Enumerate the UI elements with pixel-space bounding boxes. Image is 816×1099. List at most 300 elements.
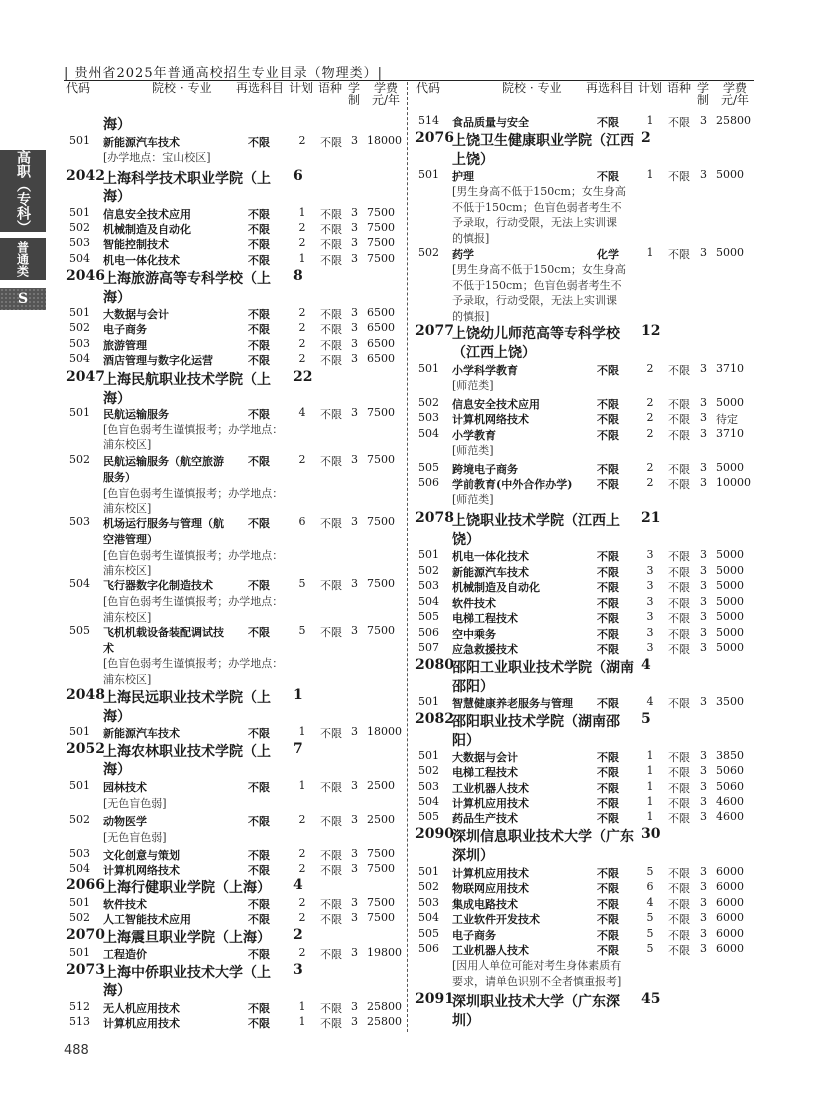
reselect-subject: 不限 xyxy=(248,323,270,336)
school-name: 邵阳职业技术学院（湖南邵 xyxy=(452,714,620,730)
major-code: 502 xyxy=(418,396,439,409)
major-name: 旅游管理 xyxy=(103,339,147,352)
plan-count: 3 xyxy=(646,564,654,577)
language: 不限 xyxy=(668,812,690,825)
reselect-subject: 不限 xyxy=(248,626,270,639)
major-name: 机械制造及自动化 xyxy=(452,581,540,594)
school-name: 深圳信息职业技术大学（广东 xyxy=(452,829,634,845)
language: 不限 xyxy=(668,581,690,594)
major-code: 504 xyxy=(418,427,439,440)
col-language: 语种 xyxy=(667,81,692,95)
reselect-subject: 不限 xyxy=(248,517,270,530)
major-name: 药品生产技术 xyxy=(452,812,518,825)
tuition-fee: 7500 xyxy=(367,577,395,590)
major-name: 人工智能技术应用 xyxy=(103,913,191,926)
language: 不限 xyxy=(668,882,690,895)
major-name: 飞机机载设备装配调试技 xyxy=(103,626,224,639)
tuition-fee: 2500 xyxy=(367,779,395,792)
major-name-cont: 术 xyxy=(103,642,114,655)
major-note: [办学地点：宝山校区] xyxy=(103,151,211,164)
major-name: 智慧健康养老服务与管理 xyxy=(452,697,573,710)
major-note: [男生身高不低于150cm；女生身高 xyxy=(452,263,626,276)
major-code: 501 xyxy=(418,749,439,762)
reselect-subject: 不限 xyxy=(248,308,270,321)
tuition-fee: 7500 xyxy=(367,236,395,249)
tuition-fee: 7500 xyxy=(367,847,395,860)
plan-count: 1 xyxy=(298,1000,306,1013)
language: 不限 xyxy=(668,751,690,764)
school-plan-total: 4 xyxy=(293,877,303,893)
tuition-fee: 7500 xyxy=(367,406,395,419)
language: 不限 xyxy=(320,579,342,592)
major-code: 501 xyxy=(69,406,90,419)
major-code: 502 xyxy=(69,813,90,826)
major-name: 酒店管理与数字化运营 xyxy=(103,354,213,367)
tuition-fee: 6500 xyxy=(367,306,395,319)
reselect-subject: 不限 xyxy=(597,782,619,795)
tuition-fee: 6500 xyxy=(367,352,395,365)
reselect-subject: 不限 xyxy=(597,944,619,957)
language: 不限 xyxy=(320,339,342,352)
tuition-fee: 5000 xyxy=(716,548,744,561)
language: 不限 xyxy=(320,626,342,639)
major-code: 503 xyxy=(69,847,90,860)
reselect-subject: 不限 xyxy=(597,463,619,476)
major-name: 电梯工程技术 xyxy=(452,612,518,625)
major-code: 503 xyxy=(418,896,439,909)
plan-count: 1 xyxy=(298,1015,306,1028)
col-code: 代码 xyxy=(66,81,91,95)
major-name: 食品质量与安全 xyxy=(452,116,529,129)
language: 不限 xyxy=(320,864,342,877)
plan-count: 1 xyxy=(298,252,306,265)
major-note: 要求，请单色识别不全者慎重报考] xyxy=(452,975,622,988)
plan-count: 5 xyxy=(646,911,654,924)
reselect-subject: 不限 xyxy=(597,597,619,610)
major-name: 计算机应用技术 xyxy=(452,867,529,880)
plan-count: 1 xyxy=(646,780,654,793)
school-code: 2073 xyxy=(66,962,105,978)
major-name: 民航运输服务（航空旅游 xyxy=(103,455,224,468)
language: 不限 xyxy=(668,898,690,911)
reselect-subject: 不限 xyxy=(248,727,270,740)
major-code: 501 xyxy=(418,548,439,561)
language: 不限 xyxy=(668,170,690,183)
reselect-subject: 化学 xyxy=(597,248,619,261)
col-years: 学 制 xyxy=(348,81,361,107)
col-fee: 学费 元/年 xyxy=(371,81,401,107)
major-code: 506 xyxy=(418,626,439,639)
major-code: 502 xyxy=(69,321,90,334)
school-plan-total: 8 xyxy=(293,268,303,284)
language: 不限 xyxy=(320,254,342,267)
page-number: 488 xyxy=(64,1043,89,1058)
school-name-cont: 海） xyxy=(103,290,131,306)
plan-count: 6 xyxy=(646,880,654,893)
reselect-subject: 不限 xyxy=(597,797,619,810)
school-code: 2077 xyxy=(415,323,454,339)
major-code: 505 xyxy=(418,810,439,823)
major-code: 503 xyxy=(418,411,439,424)
school-name-cont: 海） xyxy=(103,189,131,205)
years: 3 xyxy=(700,780,707,793)
major-code: 501 xyxy=(69,206,90,219)
major-note: [色盲色弱考生谨慎报考；办学地点： xyxy=(103,487,284,500)
tuition-fee: 5000 xyxy=(716,595,744,608)
plan-count: 4 xyxy=(646,896,654,909)
plan-count: 2 xyxy=(298,221,306,234)
language: 不限 xyxy=(320,354,342,367)
major-code: 503 xyxy=(69,337,90,350)
reselect-subject: 不限 xyxy=(597,628,619,641)
years: 3 xyxy=(700,168,707,181)
major-code: 501 xyxy=(69,134,90,147)
years: 3 xyxy=(700,880,707,893)
reselect-subject: 不限 xyxy=(597,913,619,926)
school-name-cont: 海） xyxy=(103,762,131,778)
major-name: 机电一体化技术 xyxy=(103,254,180,267)
major-name: 电子商务 xyxy=(103,323,147,336)
tuition-fee: 3850 xyxy=(716,749,744,762)
major-name: 跨境电子商务 xyxy=(452,463,518,476)
years: 3 xyxy=(351,1000,358,1013)
major-code: 505 xyxy=(418,927,439,940)
school-name-cont: 海） xyxy=(103,117,131,133)
language: 不限 xyxy=(668,463,690,476)
tuition-fee: 3710 xyxy=(716,427,744,440)
major-code: 502 xyxy=(418,764,439,777)
major-code: 501 xyxy=(69,779,90,792)
reselect-subject: 不限 xyxy=(597,766,619,779)
reselect-subject: 不限 xyxy=(248,339,270,352)
plan-count: 1 xyxy=(646,114,654,127)
col-plan: 计划 xyxy=(638,81,663,95)
tuition-fee: 19800 xyxy=(367,946,402,959)
language: 不限 xyxy=(668,566,690,579)
language: 不限 xyxy=(320,781,342,794)
tuition-fee: 25800 xyxy=(367,1000,402,1013)
major-name: 信息安全技术应用 xyxy=(452,398,540,411)
language: 不限 xyxy=(320,308,342,321)
major-note: [师范类] xyxy=(452,379,494,392)
language: 不限 xyxy=(320,136,342,149)
reselect-subject: 不限 xyxy=(248,136,270,149)
language: 不限 xyxy=(320,1017,342,1030)
school-name: 上海中侨职业技术大学（上 xyxy=(103,965,271,981)
tuition-fee: 7500 xyxy=(367,252,395,265)
major-note: [因用人单位可能对考生身体素质有 xyxy=(452,959,622,972)
plan-count: 2 xyxy=(298,847,306,860)
years: 3 xyxy=(700,427,707,440)
language: 不限 xyxy=(320,223,342,236)
reselect-subject: 不限 xyxy=(597,116,619,129)
reselect-subject: 不限 xyxy=(597,812,619,825)
tuition-fee: 18000 xyxy=(367,134,402,147)
years: 3 xyxy=(700,114,707,127)
major-name: 集成电路技术 xyxy=(452,898,518,911)
tuition-fee: 2500 xyxy=(367,813,395,826)
major-code: 504 xyxy=(69,252,90,265)
tuition-fee: 6500 xyxy=(367,337,395,350)
years: 3 xyxy=(351,725,358,738)
major-code: 501 xyxy=(418,362,439,375)
col-code: 代码 xyxy=(416,81,441,95)
school-name: 上海旅游高等专科学校（上 xyxy=(103,271,271,287)
major-name: 信息安全技术应用 xyxy=(103,208,191,221)
major-code: 504 xyxy=(69,577,90,590)
school-name-cont: 海） xyxy=(103,391,131,407)
tuition-fee: 5060 xyxy=(716,780,744,793)
major-name: 小学教育 xyxy=(452,429,496,442)
major-code: 514 xyxy=(418,114,439,127)
plan-count: 1 xyxy=(298,725,306,738)
school-name-cont: 海） xyxy=(103,983,131,999)
col-reselect: 再选科目 xyxy=(236,81,285,95)
school-plan-total: 7 xyxy=(293,741,303,757)
reselect-subject: 不限 xyxy=(248,579,270,592)
major-name: 民航运输服务 xyxy=(103,408,169,421)
reselect-subject: 不限 xyxy=(248,223,270,236)
plan-count: 1 xyxy=(298,206,306,219)
major-code: 505 xyxy=(418,461,439,474)
school-plan-total: 22 xyxy=(293,369,313,385)
school-name-cont: 海） xyxy=(103,709,131,725)
col-school-major: 院校 · 专业 xyxy=(502,81,562,95)
major-code: 504 xyxy=(418,595,439,608)
years: 3 xyxy=(351,352,358,365)
years: 3 xyxy=(700,795,707,808)
language: 不限 xyxy=(320,727,342,740)
major-code: 502 xyxy=(418,564,439,577)
major-name: 工业软件开发技术 xyxy=(452,913,540,926)
plan-count: 2 xyxy=(646,411,654,424)
major-name: 计算机应用技术 xyxy=(103,1017,180,1030)
language: 不限 xyxy=(320,238,342,251)
years: 3 xyxy=(700,626,707,639)
major-name: 机械制造及自动化 xyxy=(103,223,191,236)
language: 不限 xyxy=(668,478,690,491)
major-name: 新能源汽车技术 xyxy=(103,136,180,149)
major-note: 浦东校区] xyxy=(103,611,152,624)
reselect-subject: 不限 xyxy=(597,882,619,895)
language: 不限 xyxy=(668,643,690,656)
reselect-subject: 不限 xyxy=(597,898,619,911)
major-code: 502 xyxy=(69,911,90,924)
school-code: 2090 xyxy=(415,826,454,842)
plan-count: 3 xyxy=(646,595,654,608)
major-note: [师范类] xyxy=(452,493,494,506)
language: 不限 xyxy=(668,867,690,880)
school-name-cont: 邵阳） xyxy=(452,679,494,695)
tuition-fee: 5000 xyxy=(716,579,744,592)
major-name-cont: 服务） xyxy=(103,471,136,484)
plan-count: 5 xyxy=(646,865,654,878)
major-name: 动物医学 xyxy=(103,815,147,828)
school-plan-total: 1 xyxy=(293,687,303,703)
plan-count: 2 xyxy=(298,453,306,466)
tuition-fee: 5000 xyxy=(716,168,744,181)
years: 3 xyxy=(700,927,707,940)
major-name: 计算机网络技术 xyxy=(103,864,180,877)
years: 3 xyxy=(700,246,707,259)
tuition-fee: 5000 xyxy=(716,564,744,577)
plan-count: 3 xyxy=(646,579,654,592)
language: 不限 xyxy=(320,849,342,862)
reselect-subject: 不限 xyxy=(597,566,619,579)
school-name: 上海震旦职业学院（上海） xyxy=(103,930,271,946)
tuition-fee: 5000 xyxy=(716,641,744,654)
school-code: 2070 xyxy=(66,927,105,943)
tuition-fee: 6000 xyxy=(716,865,744,878)
language: 不限 xyxy=(668,782,690,795)
tuition-fee: 6000 xyxy=(716,911,744,924)
tuition-fee: 10000 xyxy=(716,476,751,489)
reselect-subject: 不限 xyxy=(248,238,270,251)
plan-count: 4 xyxy=(298,406,306,419)
plan-count: 2 xyxy=(298,911,306,924)
col-plan: 计划 xyxy=(289,81,314,95)
side-tab-general: 普通类 xyxy=(0,238,46,280)
reselect-subject: 不限 xyxy=(597,413,619,426)
tuition-fee: 7500 xyxy=(367,896,395,909)
years: 3 xyxy=(351,337,358,350)
years: 3 xyxy=(700,810,707,823)
years: 3 xyxy=(700,476,707,489)
major-note: 不低于150cm；色盲色弱者考生不 xyxy=(452,278,622,292)
major-name: 无人机应用技术 xyxy=(103,1002,180,1015)
major-name: 空中乘务 xyxy=(452,628,496,641)
major-code: 502 xyxy=(418,246,439,259)
plan-count: 2 xyxy=(298,236,306,249)
years: 3 xyxy=(351,862,358,875)
school-name: 上饶幼儿师范高等专科学校 xyxy=(452,326,620,342)
tuition-fee: 5000 xyxy=(716,626,744,639)
plan-count: 2 xyxy=(646,427,654,440)
years: 3 xyxy=(700,564,707,577)
major-note: [色盲色弱考生谨慎报考；办学地点： xyxy=(103,423,284,436)
plan-count: 1 xyxy=(646,168,654,181)
school-plan-total: 12 xyxy=(641,323,661,339)
major-code: 501 xyxy=(69,725,90,738)
major-note: [色盲色弱考生谨慎报考；办学地点： xyxy=(103,657,284,670)
col-language: 语种 xyxy=(318,81,343,95)
tuition-fee: 6000 xyxy=(716,880,744,893)
major-code: 502 xyxy=(69,453,90,466)
major-name: 电梯工程技术 xyxy=(452,766,518,779)
years: 3 xyxy=(351,779,358,792)
school-name: 深圳职业技术大学（广东深 xyxy=(452,994,620,1010)
major-code: 502 xyxy=(69,221,90,234)
language: 不限 xyxy=(668,612,690,625)
school-code: 2082 xyxy=(415,711,454,727)
years: 3 xyxy=(351,577,358,590)
language: 不限 xyxy=(668,413,690,426)
school-name: 上饶职业技术学院（江西上 xyxy=(452,513,620,529)
school-plan-total: 5 xyxy=(641,711,651,727)
major-name: 新能源汽车技术 xyxy=(103,727,180,740)
plan-count: 2 xyxy=(298,352,306,365)
tuition-fee: 3710 xyxy=(716,362,744,375)
years: 3 xyxy=(351,515,358,528)
major-code: 501 xyxy=(69,896,90,909)
major-note: 不低于150cm；色盲色弱者考生不 xyxy=(452,200,622,214)
language: 不限 xyxy=(320,517,342,530)
major-code: 506 xyxy=(418,476,439,489)
plan-count: 3 xyxy=(646,641,654,654)
school-code: 2091 xyxy=(415,991,454,1007)
major-name: 护理 xyxy=(452,170,474,183)
years: 3 xyxy=(700,865,707,878)
language: 不限 xyxy=(668,929,690,942)
years: 3 xyxy=(700,764,707,777)
reselect-subject: 不限 xyxy=(597,751,619,764)
major-name: 工程造价 xyxy=(103,948,147,961)
school-name-cont: 深圳） xyxy=(452,848,494,864)
years: 3 xyxy=(351,134,358,147)
years: 3 xyxy=(351,236,358,249)
major-name: 智能控制技术 xyxy=(103,238,169,251)
major-note: [色盲色弱考生谨慎报考；办学地点： xyxy=(103,595,284,608)
plan-count: 2 xyxy=(298,306,306,319)
language: 不限 xyxy=(668,766,690,779)
plan-count: 2 xyxy=(646,396,654,409)
major-name: 工业机器人技术 xyxy=(452,782,529,795)
years: 3 xyxy=(351,321,358,334)
major-name: 学前教育(中外合作办学) xyxy=(452,478,573,491)
school-code: 2078 xyxy=(415,510,454,526)
language: 不限 xyxy=(320,898,342,911)
col-years: 学 制 xyxy=(697,81,710,107)
plan-count: 1 xyxy=(646,764,654,777)
reselect-subject: 不限 xyxy=(248,815,270,828)
tuition-fee: 4600 xyxy=(716,795,744,808)
major-code: 503 xyxy=(418,579,439,592)
school-code: 2080 xyxy=(415,657,454,673)
school-plan-total: 4 xyxy=(641,657,651,673)
tuition-fee: 6500 xyxy=(367,321,395,334)
language: 不限 xyxy=(668,697,690,710)
major-code: 504 xyxy=(69,862,90,875)
language: 不限 xyxy=(668,550,690,563)
major-name: 软件技术 xyxy=(103,898,147,911)
school-code: 2066 xyxy=(66,877,105,893)
reselect-subject: 不限 xyxy=(248,864,270,877)
language: 不限 xyxy=(320,948,342,961)
years: 3 xyxy=(351,453,358,466)
tuition-fee: 5000 xyxy=(716,246,744,259)
years: 3 xyxy=(700,396,707,409)
major-note: 浦东校区] xyxy=(103,564,152,577)
school-name-cont: （江西上饶） xyxy=(452,345,536,361)
tuition-fee: 5000 xyxy=(716,461,744,474)
school-plan-total: 2 xyxy=(293,927,303,943)
major-name: 大数据与会计 xyxy=(103,308,169,321)
major-code: 507 xyxy=(418,641,439,654)
plan-count: 2 xyxy=(646,362,654,375)
plan-count: 5 xyxy=(646,942,654,955)
school-plan-total: 45 xyxy=(641,991,661,1007)
years: 3 xyxy=(351,221,358,234)
years: 3 xyxy=(351,847,358,860)
years: 3 xyxy=(351,1015,358,1028)
col-fee: 学费 元/年 xyxy=(720,81,750,107)
tuition-fee: 7500 xyxy=(367,453,395,466)
plan-count: 1 xyxy=(298,779,306,792)
major-name: 小学科学教育 xyxy=(452,364,518,377)
major-code: 503 xyxy=(418,780,439,793)
plan-count: 5 xyxy=(298,577,306,590)
plan-count: 2 xyxy=(298,321,306,334)
